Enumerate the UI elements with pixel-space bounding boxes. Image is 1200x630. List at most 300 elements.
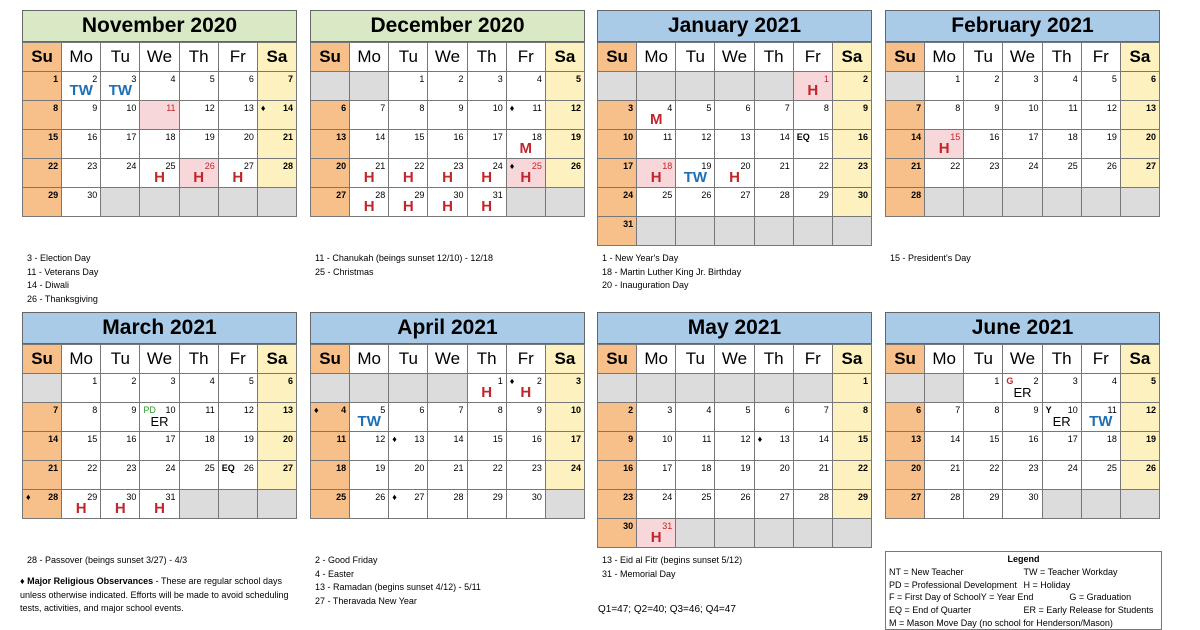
day-cell[interactable]	[179, 403, 218, 432]
day-cell[interactable]	[101, 403, 140, 432]
day-cell[interactable]	[179, 159, 218, 188]
day-cell[interactable]	[389, 72, 428, 101]
day-mark-er: ER	[1052, 414, 1071, 429]
day-cell[interactable]	[925, 432, 964, 461]
day-cell[interactable]	[257, 72, 296, 101]
day-cell[interactable]	[506, 403, 545, 432]
day-cell[interactable]	[218, 432, 257, 461]
month-notes	[27, 554, 302, 568]
day-cell[interactable]	[467, 159, 506, 188]
day-cell[interactable]	[1003, 101, 1042, 130]
day-cell[interactable]	[676, 403, 715, 432]
day-cell[interactable]	[1003, 432, 1042, 461]
day-cell[interactable]	[62, 403, 101, 432]
weekday-fr: Fr	[1081, 43, 1120, 72]
day-cell[interactable]	[23, 101, 62, 130]
day-cell[interactable]	[676, 432, 715, 461]
day-cell[interactable]	[793, 461, 832, 490]
day-cell[interactable]	[676, 461, 715, 490]
week-row	[311, 432, 585, 461]
day-number: 26	[204, 161, 215, 171]
day-cell[interactable]	[257, 130, 296, 159]
day-cell[interactable]	[428, 72, 467, 101]
day-cell[interactable]	[350, 403, 389, 432]
day-cell[interactable]	[754, 461, 793, 490]
day-cell[interactable]	[1120, 374, 1159, 403]
day-cell[interactable]	[23, 403, 62, 432]
week-row	[311, 72, 585, 101]
day-cell[interactable]	[832, 72, 871, 101]
day-number: 17	[1067, 434, 1078, 444]
day-cell[interactable]	[598, 159, 637, 188]
day-number: 8	[823, 103, 829, 113]
month-calendar	[310, 312, 585, 519]
day-cell[interactable]	[925, 461, 964, 490]
day-number: 5	[209, 74, 215, 84]
day-cell[interactable]	[715, 130, 754, 159]
day-cell[interactable]	[257, 374, 296, 403]
day-cell[interactable]	[1003, 490, 1042, 519]
day-number: 7	[53, 405, 59, 415]
week-row	[23, 130, 297, 159]
day-cell[interactable]	[832, 188, 871, 217]
day-cell[interactable]	[1120, 432, 1159, 461]
day-cell[interactable]	[964, 432, 1003, 461]
day-cell[interactable]	[428, 490, 467, 519]
day-cell[interactable]	[793, 403, 832, 432]
day-cell[interactable]	[545, 101, 584, 130]
day-cell[interactable]	[140, 101, 179, 130]
day-cell[interactable]	[179, 461, 218, 490]
day-number: 10	[126, 103, 137, 113]
weekday-sa: Sa	[257, 345, 296, 374]
day-cell[interactable]	[598, 130, 637, 159]
day-cell[interactable]	[925, 490, 964, 519]
day-cell[interactable]	[964, 374, 1003, 403]
day-cell[interactable]	[1003, 403, 1042, 432]
day-number: 8	[497, 405, 503, 415]
day-number: 30	[87, 190, 98, 200]
day-number: 10	[623, 132, 634, 142]
day-cell[interactable]	[637, 461, 676, 490]
day-cell[interactable]	[350, 490, 389, 519]
day-cell[interactable]	[101, 101, 140, 130]
day-cell[interactable]	[637, 130, 676, 159]
day-cell[interactable]	[428, 403, 467, 432]
day-cell[interactable]	[925, 403, 964, 432]
day-cell[interactable]	[715, 403, 754, 432]
day-cell[interactable]	[1003, 159, 1042, 188]
day-cell[interactable]	[257, 403, 296, 432]
day-cell[interactable]	[218, 159, 257, 188]
day-cell[interactable]	[1042, 374, 1081, 403]
day-cell[interactable]	[311, 188, 350, 217]
day-number: 21	[453, 463, 464, 473]
day-cell[interactable]	[389, 101, 428, 130]
day-cell[interactable]	[428, 101, 467, 130]
day-cell[interactable]	[257, 159, 296, 188]
day-cell[interactable]	[1081, 159, 1120, 188]
day-cell[interactable]	[23, 461, 62, 490]
day-cell[interactable]	[715, 101, 754, 130]
day-cell[interactable]	[101, 432, 140, 461]
day-cell[interactable]	[140, 432, 179, 461]
day-cell[interactable]	[23, 188, 62, 217]
day-cell[interactable]	[1042, 101, 1081, 130]
day-cell[interactable]	[257, 101, 296, 130]
day-cell[interactable]	[428, 130, 467, 159]
day-cell[interactable]	[23, 130, 62, 159]
day-number: 7	[823, 405, 829, 415]
day-cell[interactable]	[311, 490, 350, 519]
day-cell[interactable]	[257, 432, 296, 461]
day-cell[interactable]	[311, 130, 350, 159]
day-cell[interactable]	[886, 490, 925, 519]
day-cell[interactable]	[1081, 72, 1120, 101]
day-cell[interactable]	[598, 217, 637, 246]
day-cell[interactable]	[350, 159, 389, 188]
day-cell[interactable]	[62, 72, 101, 101]
day-cell[interactable]	[832, 432, 871, 461]
day-cell[interactable]	[832, 159, 871, 188]
legend-entry: EQ = End of Quarter	[889, 605, 972, 616]
day-cell[interactable]	[428, 432, 467, 461]
day-cell[interactable]	[1042, 130, 1081, 159]
day-cell[interactable]	[754, 159, 793, 188]
day-cell[interactable]	[218, 101, 257, 130]
day-cell[interactable]	[350, 432, 389, 461]
day-cell[interactable]	[350, 101, 389, 130]
day-cell[interactable]	[23, 432, 62, 461]
day-cell[interactable]	[637, 101, 676, 130]
day-cell[interactable]	[832, 403, 871, 432]
day-cell[interactable]	[598, 403, 637, 432]
day-cell[interactable]	[832, 461, 871, 490]
day-cell[interactable]	[389, 432, 428, 461]
day-cell[interactable]	[428, 461, 467, 490]
day-cell[interactable]	[886, 101, 925, 130]
day-cell[interactable]	[545, 159, 584, 188]
day-cell[interactable]	[62, 188, 101, 217]
day-cell[interactable]	[637, 188, 676, 217]
day-cell[interactable]	[1081, 374, 1120, 403]
day-number: 28	[911, 190, 922, 200]
day-cell[interactable]	[545, 72, 584, 101]
legend-entry: H = Holiday	[1023, 579, 1071, 590]
day-number: 21	[950, 463, 961, 473]
day-cell[interactable]	[62, 432, 101, 461]
day-cell[interactable]	[101, 374, 140, 403]
week-row	[886, 403, 1160, 432]
day-cell[interactable]	[637, 159, 676, 188]
day-cell[interactable]	[506, 490, 545, 519]
day-cell[interactable]	[964, 403, 1003, 432]
day-cell[interactable]	[886, 130, 925, 159]
day-cell[interactable]	[218, 403, 257, 432]
day-cell[interactable]	[964, 490, 1003, 519]
day-cell[interactable]	[23, 159, 62, 188]
day-cell[interactable]	[964, 130, 1003, 159]
day-cell[interactable]	[925, 101, 964, 130]
week-row	[886, 374, 1160, 403]
empty-cell	[428, 374, 467, 403]
day-cell[interactable]	[832, 101, 871, 130]
day-cell[interactable]	[428, 188, 467, 217]
day-cell[interactable]	[179, 432, 218, 461]
day-cell[interactable]	[140, 374, 179, 403]
day-cell[interactable]	[311, 461, 350, 490]
day-cell[interactable]	[467, 461, 506, 490]
day-cell[interactable]	[715, 461, 754, 490]
day-cell[interactable]	[754, 432, 793, 461]
day-cell[interactable]	[1081, 101, 1120, 130]
day-cell[interactable]	[467, 72, 506, 101]
day-cell[interactable]	[506, 159, 545, 188]
day-cell[interactable]	[101, 130, 140, 159]
day-cell[interactable]	[1120, 130, 1159, 159]
day-cell[interactable]	[676, 101, 715, 130]
day-cell[interactable]	[754, 130, 793, 159]
day-cell[interactable]	[467, 130, 506, 159]
weekday-we: We	[140, 43, 179, 72]
day-cell[interactable]	[257, 461, 296, 490]
day-cell[interactable]	[715, 432, 754, 461]
day-cell[interactable]	[218, 374, 257, 403]
day-cell[interactable]	[101, 461, 140, 490]
empty-cell	[754, 72, 793, 101]
day-cell[interactable]	[23, 490, 62, 519]
day-number: 23	[989, 161, 1000, 171]
day-cell[interactable]	[545, 432, 584, 461]
day-cell[interactable]	[218, 72, 257, 101]
day-cell[interactable]	[1081, 403, 1120, 432]
day-cell[interactable]	[676, 130, 715, 159]
day-number: 6	[745, 103, 751, 113]
day-cell[interactable]	[637, 432, 676, 461]
day-cell[interactable]	[1120, 159, 1159, 188]
day-number: 6	[341, 103, 347, 113]
day-cell[interactable]	[886, 461, 925, 490]
day-cell[interactable]	[179, 374, 218, 403]
day-cell[interactable]	[925, 72, 964, 101]
day-number: 5	[706, 103, 712, 113]
day-cell[interactable]	[467, 374, 506, 403]
day-cell[interactable]	[62, 130, 101, 159]
weekday-th: Th	[179, 345, 218, 374]
day-cell[interactable]	[311, 432, 350, 461]
day-cell[interactable]	[506, 101, 545, 130]
day-cell[interactable]	[793, 188, 832, 217]
day-number: 11	[702, 434, 712, 444]
day-cell[interactable]	[467, 101, 506, 130]
day-cell[interactable]	[793, 159, 832, 188]
day-cell[interactable]	[1120, 403, 1159, 432]
day-cell[interactable]	[140, 159, 179, 188]
day-cell[interactable]	[637, 490, 676, 519]
day-cell[interactable]	[598, 461, 637, 490]
day-cell[interactable]	[1042, 403, 1081, 432]
day-cell[interactable]	[428, 159, 467, 188]
day-cell[interactable]	[389, 490, 428, 519]
day-cell[interactable]	[545, 130, 584, 159]
day-cell[interactable]	[598, 490, 637, 519]
day-cell[interactable]	[62, 159, 101, 188]
day-cell[interactable]	[389, 159, 428, 188]
day-mark-h: H	[154, 169, 165, 186]
day-cell[interactable]	[311, 403, 350, 432]
day-cell[interactable]	[964, 101, 1003, 130]
day-cell[interactable]	[1003, 461, 1042, 490]
day-cell[interactable]	[793, 432, 832, 461]
day-mark-h: H	[650, 529, 662, 546]
day-cell[interactable]	[598, 188, 637, 217]
day-cell[interactable]	[62, 490, 101, 519]
day-cell[interactable]	[715, 188, 754, 217]
day-cell[interactable]	[676, 159, 715, 188]
day-cell[interactable]	[886, 403, 925, 432]
month-calendar	[597, 312, 872, 548]
day-cell[interactable]	[140, 72, 179, 101]
day-cell[interactable]	[350, 461, 389, 490]
day-cell[interactable]	[754, 188, 793, 217]
day-cell[interactable]	[506, 432, 545, 461]
day-cell[interactable]	[754, 403, 793, 432]
day-cell[interactable]	[101, 490, 140, 519]
day-cell[interactable]	[886, 188, 925, 217]
day-cell[interactable]	[598, 519, 637, 548]
week-row	[311, 490, 585, 519]
day-cell[interactable]	[964, 461, 1003, 490]
empty-cell	[793, 374, 832, 403]
day-cell[interactable]	[676, 188, 715, 217]
day-number: 27	[1145, 161, 1156, 171]
day-number: 18	[531, 132, 542, 142]
day-cell[interactable]	[1081, 432, 1120, 461]
day-cell[interactable]	[1003, 72, 1042, 101]
day-cell[interactable]	[179, 130, 218, 159]
day-cell[interactable]	[140, 490, 179, 519]
day-cell[interactable]	[832, 374, 871, 403]
day-cell[interactable]	[793, 101, 832, 130]
day-cell[interactable]	[506, 461, 545, 490]
day-cell[interactable]	[467, 188, 506, 217]
day-cell[interactable]	[1042, 72, 1081, 101]
day-cell[interactable]	[1081, 461, 1120, 490]
day-cell[interactable]	[637, 403, 676, 432]
day-cell[interactable]	[467, 490, 506, 519]
day-cell[interactable]	[1003, 374, 1042, 403]
legend-row	[889, 604, 1158, 617]
day-number: 9	[1033, 405, 1039, 415]
day-cell[interactable]	[389, 130, 428, 159]
day-cell[interactable]	[754, 101, 793, 130]
weekday-header	[598, 345, 872, 374]
weekday-sa: Sa	[1120, 345, 1159, 374]
day-number: 9	[994, 103, 1000, 113]
day-cell[interactable]	[140, 403, 179, 432]
day-cell[interactable]	[793, 490, 832, 519]
day-cell[interactable]	[218, 461, 257, 490]
day-cell[interactable]	[23, 72, 62, 101]
day-cell[interactable]	[886, 159, 925, 188]
day-cell[interactable]	[793, 130, 832, 159]
day-cell[interactable]	[311, 159, 350, 188]
weekday-tu: Tu	[101, 43, 140, 72]
day-cell[interactable]	[506, 72, 545, 101]
day-cell[interactable]	[1042, 432, 1081, 461]
day-number: 27	[911, 492, 922, 502]
day-number: 12	[375, 434, 386, 444]
day-cell[interactable]	[545, 461, 584, 490]
day-cell[interactable]	[1042, 159, 1081, 188]
day-number: 4	[667, 103, 673, 113]
day-cell[interactable]	[62, 374, 101, 403]
day-number: 6	[916, 405, 922, 415]
day-number: 22	[492, 463, 503, 473]
day-cell[interactable]	[715, 159, 754, 188]
day-cell[interactable]	[676, 490, 715, 519]
day-cell[interactable]	[179, 72, 218, 101]
day-cell[interactable]	[793, 72, 832, 101]
day-cell[interactable]	[350, 188, 389, 217]
day-cell[interactable]	[886, 432, 925, 461]
day-cell[interactable]	[598, 101, 637, 130]
day-cell[interactable]	[832, 490, 871, 519]
religious-note-title: ♦ Major Religious Observances	[20, 576, 154, 586]
day-number: 10	[165, 405, 176, 415]
day-cell[interactable]	[1120, 72, 1159, 101]
day-cell[interactable]	[754, 490, 793, 519]
day-cell[interactable]	[179, 101, 218, 130]
day-cell[interactable]	[101, 159, 140, 188]
week-row	[23, 374, 297, 403]
day-cell[interactable]	[101, 72, 140, 101]
day-cell[interactable]	[389, 461, 428, 490]
day-cell[interactable]	[218, 130, 257, 159]
day-cell[interactable]	[140, 461, 179, 490]
day-cell[interactable]	[467, 432, 506, 461]
day-cell[interactable]	[1081, 130, 1120, 159]
day-cell[interactable]	[545, 374, 584, 403]
day-cell[interactable]	[350, 130, 389, 159]
day-cell[interactable]	[598, 432, 637, 461]
day-cell[interactable]	[637, 519, 676, 548]
day-cell[interactable]	[62, 461, 101, 490]
day-cell[interactable]	[311, 101, 350, 130]
day-number: 21	[375, 161, 386, 171]
day-cell[interactable]	[1042, 461, 1081, 490]
day-cell[interactable]	[62, 101, 101, 130]
day-cell[interactable]	[389, 403, 428, 432]
day-cell[interactable]	[925, 159, 964, 188]
day-cell[interactable]	[389, 188, 428, 217]
day-cell[interactable]	[506, 374, 545, 403]
day-cell[interactable]	[1120, 101, 1159, 130]
day-cell[interactable]	[545, 403, 584, 432]
day-cell[interactable]	[140, 130, 179, 159]
day-cell[interactable]	[832, 130, 871, 159]
day-cell[interactable]	[1120, 461, 1159, 490]
day-mark-tw: TW	[69, 82, 93, 99]
day-cell[interactable]	[964, 159, 1003, 188]
week-row	[311, 374, 585, 403]
day-cell[interactable]	[467, 403, 506, 432]
day-cell[interactable]	[964, 72, 1003, 101]
day-cell[interactable]	[925, 130, 964, 159]
day-cell[interactable]	[715, 490, 754, 519]
day-cell[interactable]	[1003, 130, 1042, 159]
day-cell[interactable]	[506, 130, 545, 159]
